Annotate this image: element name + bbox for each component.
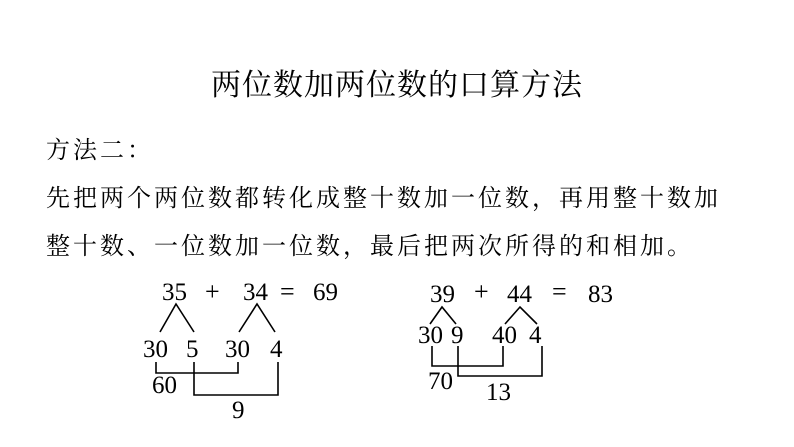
ex2-addend-a: 39 xyxy=(430,281,455,308)
ex1-ones-bracket xyxy=(194,362,278,395)
ex1-b-tens: 30 xyxy=(225,336,250,363)
ex1-plus-sign: + xyxy=(205,277,220,306)
ex1-tens-sum: 60 xyxy=(152,372,177,399)
ex2-a-tens: 30 xyxy=(418,322,443,349)
ex2-addend-b: 44 xyxy=(507,281,532,308)
ex2-ones-sum: 13 xyxy=(486,379,511,406)
example-2-diagram xyxy=(418,277,613,406)
example-1-diagram xyxy=(143,277,338,424)
description-line-2: 整十数、一位数加一位数，最后把两次所得的和相加。 xyxy=(46,232,694,260)
ex2-tens-bracket xyxy=(432,346,503,366)
ex2-ones-bracket xyxy=(458,346,542,376)
ex1-addend-a: 35 xyxy=(162,279,187,306)
ex2-result: 83 xyxy=(588,281,613,308)
description-line-1: 先把两个两位数都转化成整十数加一位数，再用整十数加 xyxy=(46,184,721,212)
ex1-split-b-lines xyxy=(239,304,275,332)
ex1-a-ones: 5 xyxy=(186,336,199,363)
ex2-tens-sum: 70 xyxy=(428,368,453,395)
page-title: 两位数加两位数的口算方法 xyxy=(211,68,583,103)
ex1-equals-sign: = xyxy=(280,277,295,306)
method-label: 方法二： xyxy=(46,136,154,164)
ex2-a-ones: 9 xyxy=(451,322,464,349)
ex2-b-ones: 4 xyxy=(529,322,542,349)
ex2-plus-sign: + xyxy=(474,277,489,306)
ex1-a-tens: 30 xyxy=(143,336,168,363)
ex1-addend-b: 34 xyxy=(243,279,268,306)
ex1-ones-sum: 9 xyxy=(232,397,245,424)
ex2-equals-sign: = xyxy=(552,277,567,306)
ex2-b-tens: 40 xyxy=(492,322,517,349)
ex1-split-a-lines xyxy=(160,304,194,332)
ex1-result: 69 xyxy=(313,279,338,306)
ex1-b-ones: 4 xyxy=(270,336,283,363)
